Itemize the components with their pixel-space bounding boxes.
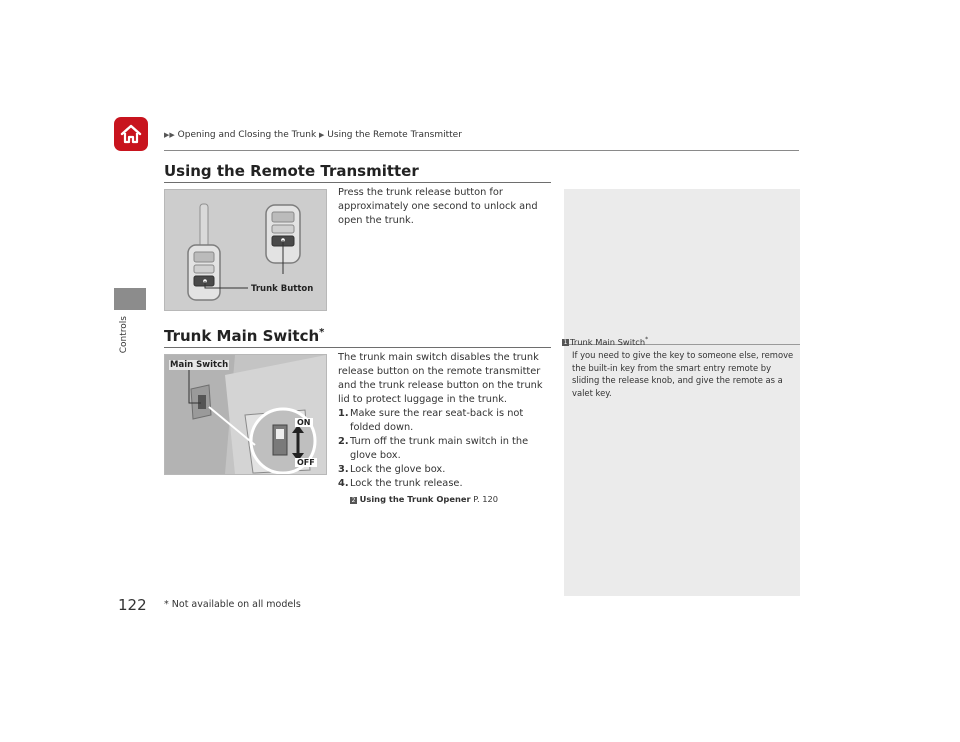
note-title: 1 Trunk Main Switch* <box>563 336 649 347</box>
breadcrumb-item[interactable]: Opening and Closing the Trunk <box>177 130 317 140</box>
home-button[interactable] <box>114 117 148 151</box>
step-item: 4. Lock the trunk release. <box>338 478 463 489</box>
breadcrumb-arrow-icon: ▶ <box>319 131 325 139</box>
section-rule <box>164 347 551 348</box>
page-number: 122 <box>118 596 147 614</box>
section-title: Using the Remote Transmitter <box>164 162 419 180</box>
breadcrumb-item[interactable]: Using the Remote Transmitter <box>327 130 462 140</box>
reference-link[interactable]: Using the Trunk Opener <box>359 494 471 504</box>
home-icon <box>119 122 143 146</box>
footnote: * Not available on all models <box>164 599 301 610</box>
section-tab-label: Controls <box>119 316 129 354</box>
reference-icon: 2 <box>351 497 356 504</box>
cross-reference[interactable] <box>350 492 551 506</box>
breadcrumb <box>164 130 462 140</box>
section-tab[interactable] <box>114 288 146 310</box>
section-title: Trunk Main Switch* <box>164 327 325 345</box>
paragraph: Press the trunk release button for approximately one second to unlock and open the trunk. <box>338 187 538 226</box>
footnote-mark: * <box>645 336 649 343</box>
off-label: OFF <box>297 458 315 467</box>
remote-transmitter-image <box>164 189 327 311</box>
trunk-button-label: Trunk Button <box>251 284 314 294</box>
note-body: If you need to give the key to someone else, remove the built-in key from the smart entry remote by sliding the release knob, and give the remote as a valet key. <box>572 350 794 398</box>
footnote-mark: * <box>319 327 325 338</box>
section-rule <box>164 182 551 183</box>
section-body <box>338 186 551 228</box>
on-label: ON <box>297 418 311 427</box>
paragraph: The trunk main switch disables the trunk release button on the remote transmitter and the trunk release button on the trunk lid to protect luggage in the trunk. <box>338 352 543 405</box>
step-item: 2. Turn off the trunk main switch in the glove box. <box>338 436 529 461</box>
breadcrumb-arrow-icon: ▶▶ <box>164 131 175 139</box>
breadcrumb-divider <box>164 150 799 151</box>
main-switch-label: Main Switch <box>170 360 229 370</box>
step-item: 3. Lock the glove box. <box>338 464 446 475</box>
reference-page: P. 120 <box>473 494 499 504</box>
main-switch-image <box>164 354 327 475</box>
step-item: 1. Make sure the rear seat-back is not folded down. <box>338 408 524 433</box>
note-icon: 1 <box>563 338 568 346</box>
section-body <box>338 351 551 506</box>
